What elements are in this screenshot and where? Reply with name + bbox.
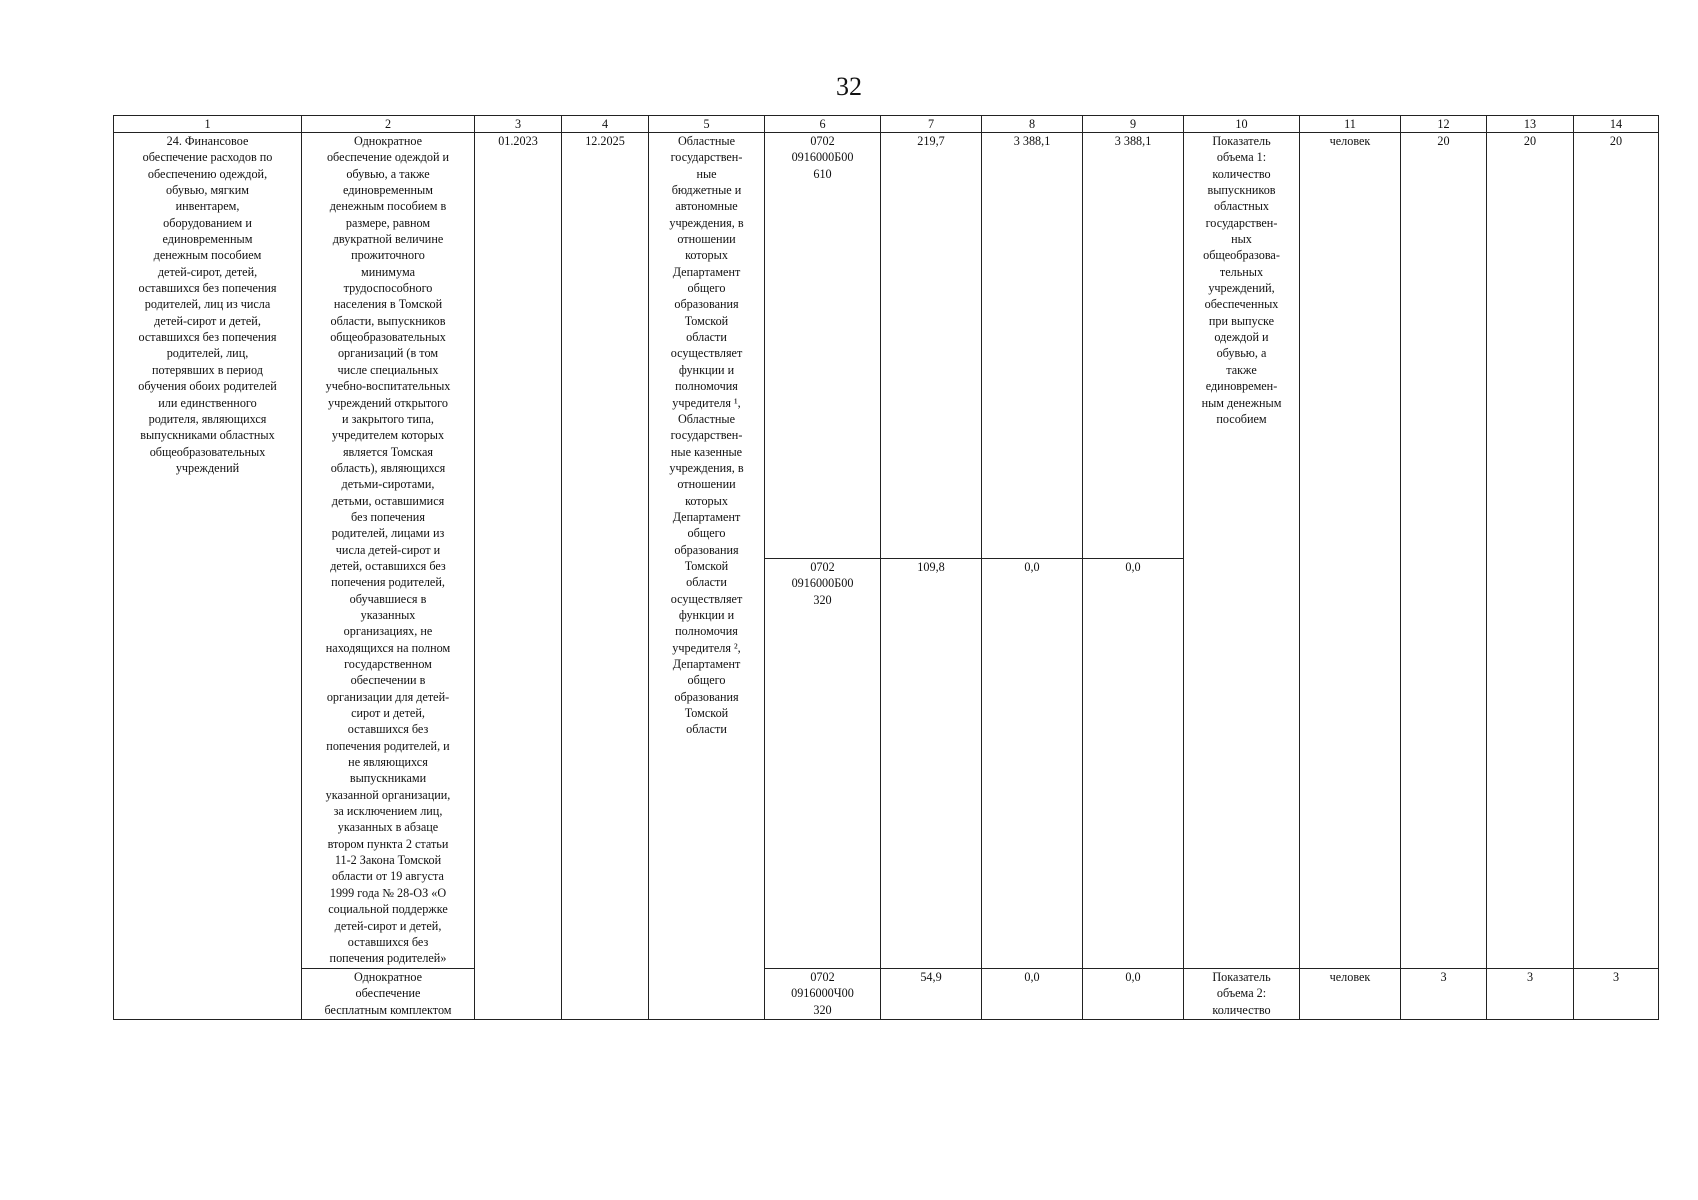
executor-cell: Областные государствен- ные бюджетные и автономные учреждения, в отношении которых Департамент общего образования Томской области осуществляет функции и полномочия учредителя ¹, Областные государствен- ные казенные учреждения, в отношении которых Департамент общего образования Томской области осуществляет функции и полномочия учредителя ², Департамент общего образования Томской области (649, 133, 765, 1020)
start-date-cell: 01.2023 (475, 133, 562, 1020)
end-date-cell: 12.2025 (562, 133, 649, 1020)
value-col9-cell: 0,0 (1083, 969, 1184, 1020)
unit-cell: человек (1300, 133, 1401, 969)
header-cell-12: 12 (1401, 116, 1487, 133)
page-number: 32 (836, 72, 862, 101)
header-cell-4: 4 (562, 116, 649, 133)
header-cell-5: 5 (649, 116, 765, 133)
header-row (114, 116, 1659, 133)
value-col7-cell: 54,9 (881, 969, 982, 1020)
header-cell-10: 10 (1184, 116, 1300, 133)
budget-code-cell: 0702 0916000Б00 320 (765, 559, 881, 969)
header-cell-3: 3 (475, 116, 562, 133)
header-cell-8: 8 (982, 116, 1083, 133)
header-cell-11: 11 (1300, 116, 1401, 133)
header-cell-1: 1 (114, 116, 302, 133)
value-col8-cell: 0,0 (982, 559, 1083, 969)
header-cell-9: 9 (1083, 116, 1184, 133)
header-cell-6: 6 (765, 116, 881, 133)
budget-code-cell: 0702 0916000Б00 610 (765, 133, 881, 559)
table-row (114, 969, 1659, 1020)
target-col13-cell: 20 (1487, 133, 1574, 969)
header-cell-2: 2 (302, 116, 475, 133)
target-col12-cell: 20 (1401, 133, 1487, 969)
value-col9-cell: 3 388,1 (1083, 133, 1184, 559)
value-col7-cell: 109,8 (881, 559, 982, 969)
activity-name-cell: 24. Финансовое обеспечение расходов по обеспечению одеждой, обувью, мягким инвентарем, оборудованием и единовременным денежным пособием детей-сирот, детей, оставшихся без попечения родителей, лиц из числа детей-сирот и детей, оставшихся без попечения родителей, лиц, потерявших в период обучения обоих родителей или единственного родителя, являющихся выпускниками областных общеобразовательных учреждений (114, 133, 302, 1020)
header-cell-14: 14 (1574, 116, 1659, 133)
value-col7-cell: 219,7 (881, 133, 982, 559)
activity-description-cell: Однократное обеспечение одеждой и обувью, а также единовременным денежным пособием в размере, равном двукратной величине прожиточного минимума трудоспособного населения в Томской области, выпускников общеобразовательных организаций (в том числе специальных учебно-воспитательных учреждений открытого и закрытого типа, учредителем которых является Томская область), являющихся детьми-сиротами, детьми, оставшимися без попечения родителей, лицами из числа детей-сирот и детей, оставшихся без попечения родителей, обучавшиеся в указанных организациях, не находящихся на полном государственном обеспечении в организации для детей- сирот и детей, оставшихся без попечения родителей, и не являющихся выпускниками указанной организации, за исключением лиц, указанных в абзаце втором пункта 2 статьи 11-2 Закона Томской области от 19 августа 1999 года № 28-ОЗ «О социальной поддержке детей-сирот и детей, оставшихся без попечения родителей» (302, 133, 475, 969)
table-row (114, 133, 1659, 559)
program-table (113, 115, 1659, 1020)
target-col12-cell: 3 (1401, 969, 1487, 1020)
header-cell-7: 7 (881, 116, 982, 133)
value-col8-cell: 3 388,1 (982, 133, 1083, 559)
value-col9-cell: 0,0 (1083, 559, 1184, 969)
header-cell-13: 13 (1487, 116, 1574, 133)
target-col13-cell: 3 (1487, 969, 1574, 1020)
indicator-cell: Показатель объема 2: количество (1184, 969, 1300, 1020)
unit-cell: человек (1300, 969, 1401, 1020)
activity-description-cell: Однократное обеспечение бесплатным комплектом (302, 969, 475, 1020)
target-col14-cell: 3 (1574, 969, 1659, 1020)
budget-code-cell: 0702 0916000Ч00 320 (765, 969, 881, 1020)
indicator-cell: Показатель объема 1: количество выпускников областных государствен- ных общеобразова- тельных учреждений, обеспеченных при выпуске одеждой и обувью, а также единовремен- ным денежным пособием (1184, 133, 1300, 969)
value-col8-cell: 0,0 (982, 969, 1083, 1020)
target-col14-cell: 20 (1574, 133, 1659, 969)
